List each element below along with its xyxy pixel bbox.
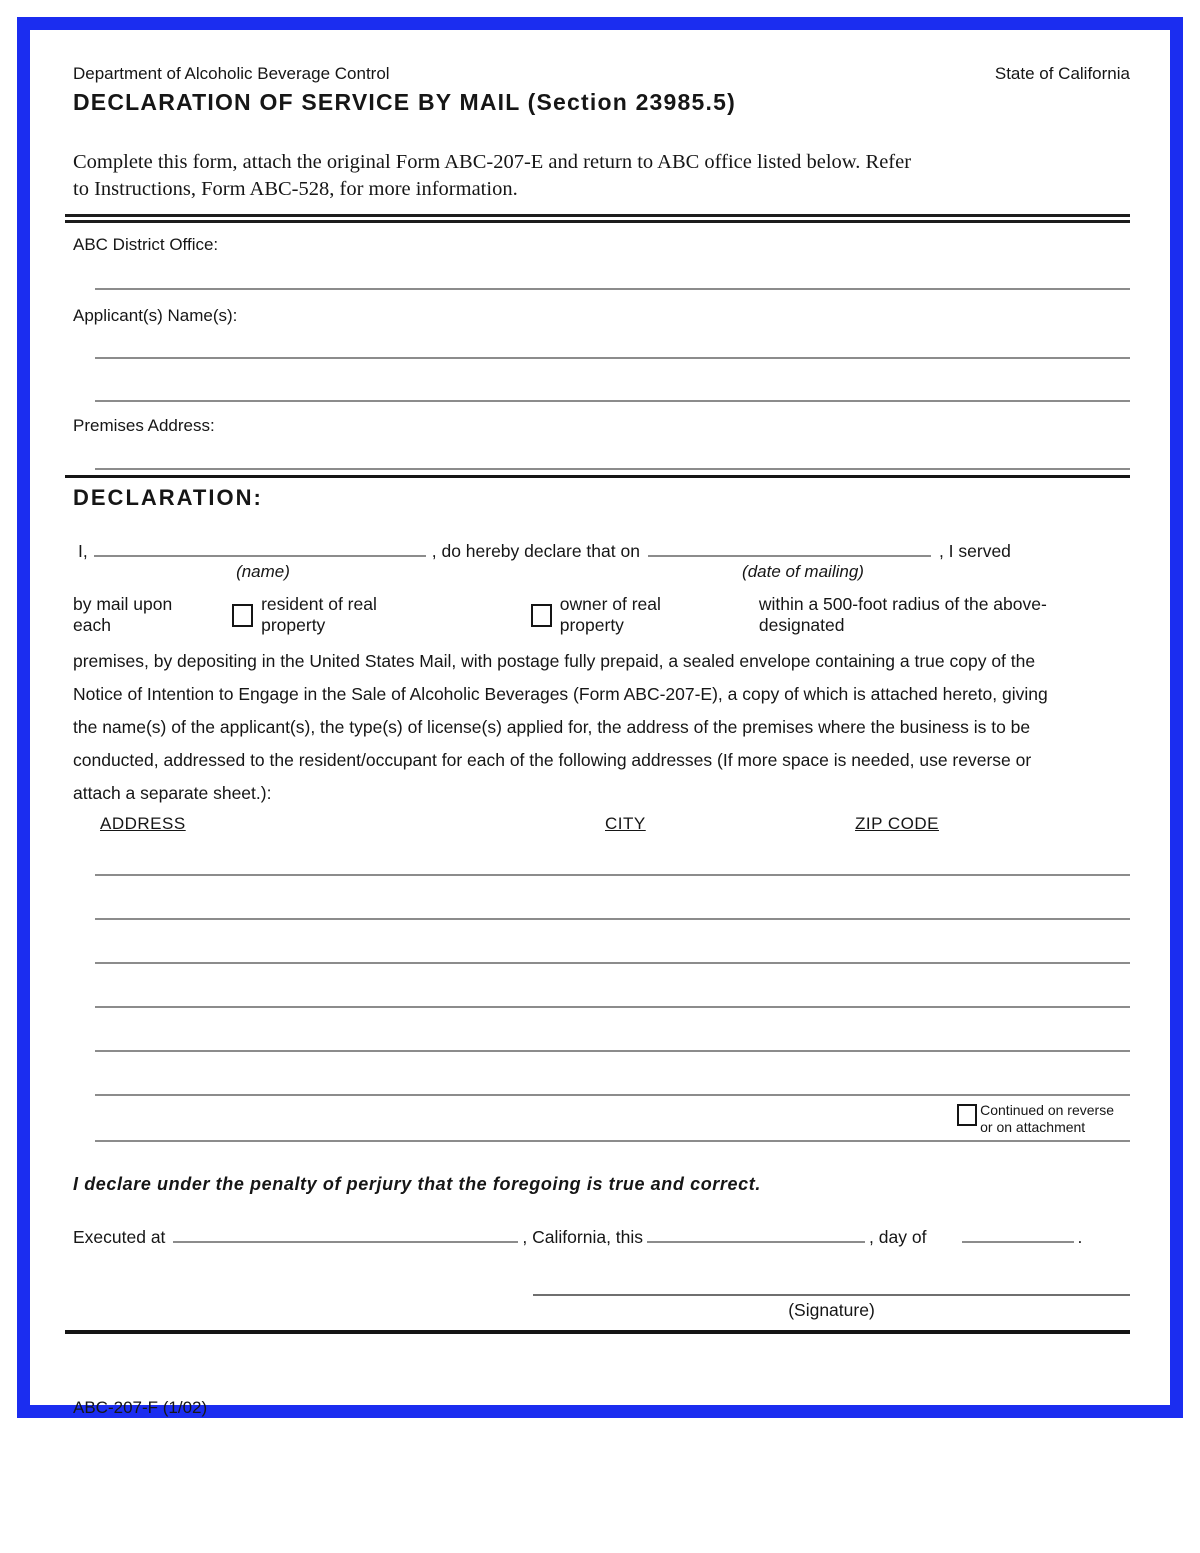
address-row-line-6[interactable] [95, 1094, 1130, 1096]
radius-text: within a 500-foot radius of the above-designated [758, 594, 1047, 635]
declaration-body-paragraph [73, 645, 1130, 810]
form-title: DECLARATION OF SERVICE BY MAIL (Section 23985.5) [73, 89, 736, 115]
address-row-line-1[interactable] [95, 874, 1130, 876]
address-row-line-4[interactable] [95, 1006, 1130, 1008]
continued-on-reverse-row [73, 1102, 1130, 1138]
premises-address-label: Premises Address: [73, 416, 215, 435]
blank-captions-row [73, 562, 1130, 584]
mailing-date-field[interactable] [648, 537, 931, 557]
premises-address-field[interactable] [95, 468, 1130, 470]
declaration-body-line-2: Notice of Intention to Engage in the Sale of Alcoholic Beverages (Form ABC-207-E), a copy of which is attached hereto, giving [73, 684, 1048, 704]
date-of-mailing-caption: (date of mailing) [742, 562, 864, 581]
district-office-field[interactable] [95, 288, 1130, 290]
form-header [73, 64, 1130, 84]
declaration-body-line-3: the name(s) of the applicant(s), the type(s) of license(s) applied for, the address of the premises where the business is to be [73, 717, 1031, 737]
declaration-section-rule [65, 475, 1130, 478]
execution-day-field[interactable] [647, 1223, 865, 1243]
declaration-body-line-5: attach a separate sheet.): [73, 783, 272, 803]
signature-block [533, 1294, 1130, 1321]
zip-code-column-header: ZIP CODE [855, 814, 939, 833]
continued-checkbox[interactable] [957, 1104, 977, 1126]
by-mail-lead-text: by mail upon each [73, 594, 173, 635]
declare-suffix-text: , I served [938, 541, 1011, 561]
address-table-header [73, 814, 1130, 840]
resident-checkbox-label: resident of real property [261, 594, 377, 635]
section-divider-double-rule [65, 214, 1130, 223]
declarant-name-field[interactable] [94, 537, 426, 557]
district-office-label: ABC District Office: [73, 235, 219, 254]
bottom-section-rule [65, 1330, 1130, 1334]
owner-checkbox[interactable] [531, 604, 552, 627]
intro-line-2: to Instructions, Form ABC-528, for more information. [73, 178, 518, 200]
intro-line-1: Complete this form, attach the original Form ABC-207-E and return to ABC office listed below. Refer [73, 151, 912, 173]
signature-field[interactable] [533, 1294, 1130, 1296]
address-row-line-5[interactable] [95, 1050, 1130, 1052]
execution-place-field[interactable] [173, 1223, 518, 1243]
address-row-line-7[interactable] [95, 1140, 1130, 1142]
continued-label-line-2: or on attachment [980, 1119, 1086, 1135]
address-row-line-2[interactable] [95, 918, 1130, 920]
declaration-body-line-1: premises, by depositing in the United States Mail, with postage fully prepaid, a sealed envelope containing a true copy of the [73, 651, 1036, 671]
declarant-prefix: I, [78, 541, 88, 561]
form-content [30, 30, 1170, 1417]
address-row-line-3[interactable] [95, 962, 1130, 964]
applicants-name-field-1[interactable] [95, 357, 1130, 359]
execution-period: . [1077, 1227, 1083, 1247]
california-this-text: , California, this [522, 1227, 644, 1247]
city-column-header: CITY [605, 814, 646, 833]
declaration-heading: DECLARATION: [73, 485, 263, 510]
name-caption: (name) [236, 562, 290, 581]
form-page-frame [17, 17, 1183, 1418]
continued-checkbox-label [980, 1102, 1114, 1136]
resident-checkbox[interactable] [232, 604, 253, 627]
form-number-footer: ABC-207-F (1/02) [73, 1398, 208, 1417]
applicants-name-field-2[interactable] [95, 400, 1130, 402]
execution-month-field[interactable] [962, 1223, 1074, 1243]
address-column-header: ADDRESS [100, 814, 186, 833]
applicants-name-label: Applicant(s) Name(s): [73, 306, 238, 325]
executed-at-text: Executed at [73, 1227, 166, 1247]
declaration-sentence-start [78, 537, 1130, 562]
continued-label-line-1: Continued on reverse [980, 1102, 1114, 1118]
declare-middle-text: , do hereby declare that on [431, 541, 640, 561]
execution-row [73, 1223, 1130, 1248]
signature-caption: (Signature) [788, 1300, 875, 1320]
day-of-text: , day of [869, 1227, 927, 1247]
served-upon-row [73, 594, 1130, 636]
declaration-body-line-4: conducted, addressed to the resident/occupant for each of the following addresses (If more space is needed, use reverse or [73, 750, 1032, 770]
owner-checkbox-label: owner of real property [559, 594, 661, 635]
state-name: State of California [994, 64, 1130, 83]
perjury-statement: I declare under the penalty of perjury that the foregoing is true and correct. [73, 1174, 761, 1194]
intro-instructions [73, 149, 1083, 203]
agency-name: Department of Alcoholic Beverage Control [73, 64, 390, 83]
